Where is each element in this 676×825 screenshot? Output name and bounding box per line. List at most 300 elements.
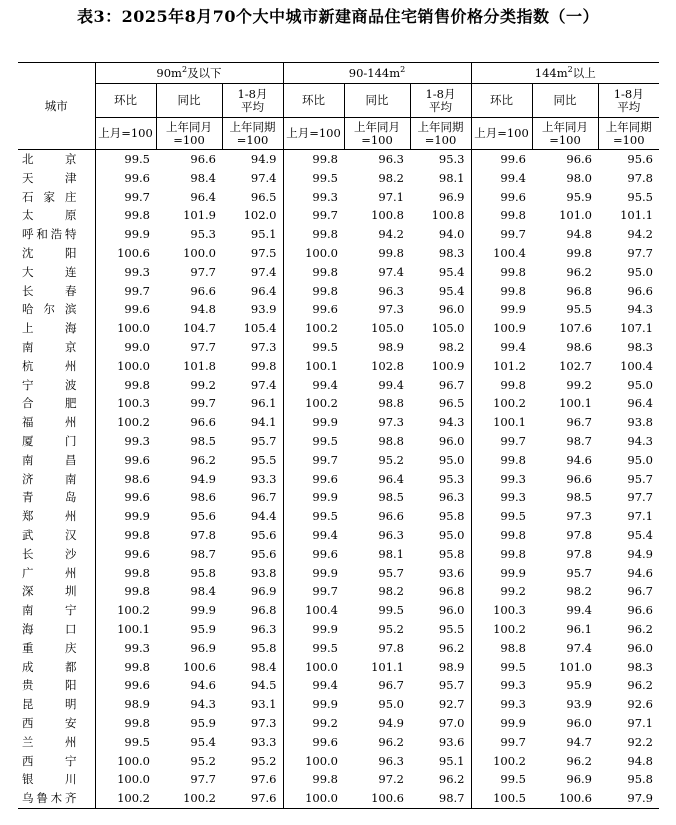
index-value: 99.5 <box>283 639 344 658</box>
index-value: 94.3 <box>627 302 653 317</box>
base-header-avg: 上年同期 =100 <box>222 118 283 150</box>
index-value: 97.7 <box>627 490 653 505</box>
index-value: 96.5 <box>438 396 465 411</box>
index-value: 100.9 <box>471 319 532 338</box>
index-value: 99.3 <box>95 432 156 451</box>
index-value: 95.3 <box>438 152 465 166</box>
index-value: 101.9 <box>183 208 216 223</box>
index-value: 99.8 <box>95 714 156 733</box>
index-value: 97.8 <box>627 170 653 185</box>
table-row <box>18 169 659 188</box>
table-row <box>18 770 659 789</box>
index-value: 99.0 <box>95 338 156 357</box>
index-value: 98.4 <box>190 170 216 185</box>
index-value: 99.8 <box>250 358 277 373</box>
index-value: 96.2 <box>190 452 216 467</box>
index-value: 99.9 <box>283 488 344 507</box>
index-value: 99.9 <box>95 225 156 244</box>
table-row <box>18 564 659 583</box>
table-row <box>18 338 659 357</box>
index-value: 93.3 <box>250 471 277 486</box>
index-value: 97.8 <box>378 640 404 655</box>
index-value: 95.4 <box>438 264 465 279</box>
index-value: 99.8 <box>95 658 156 677</box>
index-value: 98.5 <box>378 490 404 505</box>
index-value: 96.6 <box>566 471 592 486</box>
index-value: 95.1 <box>250 227 277 242</box>
index-value: 95.0 <box>438 452 465 467</box>
group-header-90-144: $90-144m^2$ <box>283 63 471 84</box>
index-value: 95.2 <box>250 753 277 768</box>
index-value: 95.2 <box>378 621 404 636</box>
index-value: 95.5 <box>566 302 592 317</box>
index-value: 99.4 <box>283 376 344 395</box>
index-value: 96.6 <box>190 415 216 430</box>
index-value: 95.4 <box>627 527 653 542</box>
index-value: 95.0 <box>378 697 404 712</box>
index-value: 105.0 <box>431 321 465 336</box>
index-value: 94.9 <box>190 471 216 486</box>
index-value: 99.4 <box>566 603 592 618</box>
index-value: 96.1 <box>250 396 277 411</box>
index-value: 99.9 <box>283 620 344 639</box>
index-value: 95.1 <box>438 753 465 768</box>
metric-header-hb: 环比 <box>283 84 344 118</box>
index-value: 98.2 <box>378 170 404 185</box>
index-value: 96.9 <box>438 189 465 204</box>
index-value: 95.4 <box>190 734 216 749</box>
index-value: 92.2 <box>627 734 653 749</box>
index-value: 99.7 <box>283 582 344 601</box>
index-value: 105.0 <box>371 321 404 336</box>
index-value: 95.3 <box>438 471 465 486</box>
index-value: 95.7 <box>438 678 465 693</box>
index-value: 94.3 <box>627 433 653 448</box>
index-value: 97.3 <box>250 715 277 730</box>
index-value: 99.9 <box>471 564 532 583</box>
city-column-header: 城市 <box>18 63 95 150</box>
index-value: 99.7 <box>283 451 344 470</box>
index-value: 99.8 <box>566 245 592 260</box>
index-value: 94.8 <box>566 227 592 242</box>
index-value: 96.3 <box>250 621 277 636</box>
index-value: 94.9 <box>627 546 653 561</box>
index-value: 100.4 <box>471 244 532 263</box>
city-name: 大连 <box>22 264 77 279</box>
index-value: 96.4 <box>378 471 404 486</box>
index-value: 99.5 <box>283 432 344 451</box>
metric-header-hb: 环比 <box>471 84 532 118</box>
index-value: 98.2 <box>438 339 465 354</box>
metric-header-tb: 同比 <box>532 84 598 118</box>
index-value: 98.3 <box>627 339 653 354</box>
index-value: 99.3 <box>471 488 532 507</box>
table-row <box>18 282 659 301</box>
index-value: 99.8 <box>471 526 532 545</box>
index-value: 99.9 <box>283 564 344 583</box>
index-value: 99.2 <box>283 714 344 733</box>
city-name: 海口 <box>22 621 77 636</box>
table-row <box>18 470 659 489</box>
index-value: 99.8 <box>471 263 532 282</box>
table-row <box>18 206 659 225</box>
index-value: 99.3 <box>471 470 532 489</box>
base-header-hb: 上月=100 <box>471 118 532 150</box>
index-value: 96.4 <box>250 283 277 298</box>
city-name: 西安 <box>22 715 77 730</box>
index-value: 100.2 <box>471 620 532 639</box>
metric-header-avg: 1-8月 平均 <box>410 84 471 118</box>
index-value: 96.2 <box>378 734 404 749</box>
index-value: 99.9 <box>95 507 156 526</box>
index-value: 96.8 <box>438 584 465 599</box>
city-name: 长沙 <box>22 546 77 561</box>
index-value: 95.0 <box>627 452 653 467</box>
index-value: 98.9 <box>378 339 404 354</box>
index-value: 95.8 <box>438 546 465 561</box>
index-value: 99.3 <box>95 639 156 658</box>
table-row <box>18 639 659 658</box>
index-value: 98.8 <box>378 433 404 448</box>
index-value: 96.0 <box>438 302 465 317</box>
index-value: 99.8 <box>471 545 532 564</box>
metric-header-tb: 同比 <box>156 84 222 118</box>
city-name: 兰州 <box>22 734 77 749</box>
index-value: 97.8 <box>566 527 592 542</box>
index-value: 96.0 <box>438 603 465 618</box>
index-value: 107.6 <box>559 321 592 336</box>
index-value: 99.8 <box>471 206 532 225</box>
index-value: 94.1 <box>250 415 277 430</box>
index-value: 100.4 <box>620 358 653 373</box>
index-value: 100.6 <box>183 659 216 674</box>
index-value: 96.6 <box>566 152 592 166</box>
index-value: 95.4 <box>438 283 465 298</box>
index-value: 100.8 <box>371 208 404 223</box>
index-value: 96.3 <box>378 527 404 542</box>
index-value: 96.8 <box>250 603 277 618</box>
index-value: 98.1 <box>438 170 465 185</box>
index-value: 99.6 <box>95 545 156 564</box>
index-value: 96.3 <box>378 152 404 166</box>
index-value: 99.7 <box>471 733 532 752</box>
index-value: 100.0 <box>95 357 156 376</box>
index-value: 100.1 <box>559 396 592 411</box>
city-name: 青岛 <box>22 490 77 505</box>
index-value: 96.5 <box>250 189 277 204</box>
city-name: 西宁 <box>22 753 77 768</box>
index-value: 96.2 <box>627 621 653 636</box>
index-value: 98.4 <box>250 659 277 674</box>
index-value: 99.8 <box>95 206 156 225</box>
index-value: 92.7 <box>438 697 465 712</box>
index-value: 93.9 <box>250 302 277 317</box>
index-value: 94.6 <box>627 565 653 580</box>
index-value: 94.6 <box>566 452 592 467</box>
index-value: 95.5 <box>627 189 653 204</box>
index-value: 97.2 <box>378 772 404 787</box>
index-value: 98.0 <box>566 170 592 185</box>
index-value: 97.3 <box>378 415 404 430</box>
city-name: 厦门 <box>22 433 77 448</box>
index-value: 99.9 <box>190 603 216 618</box>
index-value: 98.5 <box>566 490 592 505</box>
index-value: 100.0 <box>283 658 344 677</box>
index-value: 99.2 <box>566 377 592 392</box>
table-row <box>18 601 659 620</box>
city-name: 郑州 <box>22 509 77 524</box>
index-value: 96.3 <box>438 490 465 505</box>
index-value: 99.9 <box>283 413 344 432</box>
index-value: 99.2 <box>471 582 532 601</box>
index-value: 99.8 <box>283 770 344 789</box>
index-value: 100.2 <box>156 789 222 808</box>
index-value: 99.6 <box>471 188 532 207</box>
index-value: 95.6 <box>250 546 277 561</box>
index-value: 97.4 <box>250 377 277 392</box>
index-value: 95.0 <box>627 264 653 279</box>
table-row <box>18 714 659 733</box>
index-value: 99.5 <box>95 150 156 169</box>
table-row <box>18 150 659 169</box>
index-value: 98.9 <box>95 695 156 714</box>
index-value: 101.0 <box>559 659 592 674</box>
city-name: 昆明 <box>22 697 77 712</box>
index-value: 99.8 <box>471 451 532 470</box>
index-value: 97.4 <box>250 170 277 185</box>
index-value: 99.8 <box>283 282 344 301</box>
index-value: 99.9 <box>283 695 344 714</box>
city-name: 宁波 <box>22 377 77 392</box>
index-value: 97.7 <box>627 245 653 260</box>
index-value: 98.9 <box>438 659 465 674</box>
index-value: 94.2 <box>627 227 653 242</box>
index-value: 101.0 <box>559 208 592 223</box>
index-value: 99.3 <box>471 676 532 695</box>
index-value: 96.6 <box>627 283 653 298</box>
index-value: 96.1 <box>566 621 592 636</box>
index-value: 101.8 <box>183 358 216 373</box>
table-row <box>18 451 659 470</box>
table-row <box>18 658 659 677</box>
index-value: 97.4 <box>566 640 592 655</box>
index-value: 96.0 <box>566 715 592 730</box>
group-header-90-below: $90m^2$及以下 <box>95 63 283 84</box>
index-value: 97.6 <box>250 772 277 787</box>
index-value: 96.6 <box>190 152 216 166</box>
index-value: 100.0 <box>95 319 156 338</box>
index-value: 95.5 <box>250 452 277 467</box>
index-value: 101.2 <box>471 357 532 376</box>
index-value: 97.8 <box>566 546 592 561</box>
table-row <box>18 695 659 714</box>
city-name: 成都 <box>22 659 77 674</box>
index-value: 95.9 <box>190 715 216 730</box>
city-name: 呼和浩特 <box>22 227 77 242</box>
index-value: 96.0 <box>438 433 465 448</box>
city-name: 广州 <box>22 565 77 580</box>
index-value: 100.8 <box>431 208 465 223</box>
index-value: 95.7 <box>378 565 404 580</box>
index-value: 99.8 <box>283 225 344 244</box>
index-value: 99.8 <box>471 376 532 395</box>
index-value: 99.7 <box>190 396 216 411</box>
index-value: 98.3 <box>438 245 465 260</box>
index-value: 100.0 <box>95 770 156 789</box>
index-value: 100.2 <box>95 601 156 620</box>
index-value: 98.2 <box>566 584 592 599</box>
city-name: 银川 <box>22 772 77 787</box>
index-value: 100.4 <box>283 601 344 620</box>
table-row <box>18 188 659 207</box>
base-header-tb: 上年同月 =100 <box>344 118 410 150</box>
index-value: 93.8 <box>250 565 277 580</box>
index-value: 99.6 <box>471 150 532 169</box>
index-value: 100.0 <box>95 752 156 771</box>
index-value: 99.6 <box>95 300 156 319</box>
index-value: 101.1 <box>371 659 404 674</box>
index-value: 97.0 <box>438 715 465 730</box>
city-name: 福州 <box>22 415 77 430</box>
index-value: 100.0 <box>283 244 344 263</box>
index-value: 94.4 <box>250 509 277 524</box>
metric-header-avg: 1-8月 平均 <box>598 84 659 118</box>
index-value: 97.1 <box>627 715 653 730</box>
index-value: 93.6 <box>438 565 465 580</box>
city-name: 哈尔滨 <box>22 302 77 317</box>
table-row <box>18 300 659 319</box>
index-value: 99.3 <box>283 188 344 207</box>
index-value: 100.2 <box>471 394 532 413</box>
city-name: 重庆 <box>22 640 77 655</box>
index-value: 98.6 <box>566 339 592 354</box>
index-value: 95.8 <box>438 509 465 524</box>
index-value: 99.9 <box>471 714 532 733</box>
index-value: 100.2 <box>283 319 344 338</box>
index-value: 93.6 <box>438 734 465 749</box>
index-value: 97.6 <box>222 789 283 808</box>
index-value: 96.6 <box>378 509 404 524</box>
city-name: 杭州 <box>22 358 77 373</box>
index-value: 98.2 <box>378 584 404 599</box>
index-value: 96.6 <box>627 603 653 618</box>
index-value: 95.8 <box>627 772 653 787</box>
index-value: 94.8 <box>190 302 216 317</box>
index-value: 95.3 <box>190 227 216 242</box>
index-value: 100.2 <box>283 394 344 413</box>
index-value: 100.1 <box>95 620 156 639</box>
index-value: 99.4 <box>471 338 532 357</box>
index-value: 99.9 <box>471 300 532 319</box>
index-value: 96.4 <box>627 396 653 411</box>
index-value: 95.8 <box>190 565 216 580</box>
table-row <box>18 319 659 338</box>
index-value: 97.7 <box>190 339 216 354</box>
index-value: 100.1 <box>471 413 532 432</box>
index-value: 98.1 <box>378 546 404 561</box>
index-value: 100.3 <box>471 601 532 620</box>
city-name: 太原 <box>22 208 77 223</box>
index-value: 95.0 <box>627 377 653 392</box>
index-value: 99.3 <box>471 695 532 714</box>
index-value: 102.7 <box>559 358 592 373</box>
index-value: 96.9 <box>250 584 277 599</box>
table-title: 表3：2025年8月70个大中城市新建商品住宅销售价格分类指数（一） <box>76 7 600 26</box>
index-value: 98.5 <box>190 433 216 448</box>
table-row <box>18 263 659 282</box>
index-value: 99.6 <box>283 733 344 752</box>
index-value: 102.8 <box>371 358 404 373</box>
index-value: 96.7 <box>627 584 653 599</box>
index-value: 96.2 <box>438 640 465 655</box>
index-value: 97.4 <box>378 264 404 279</box>
index-value: 95.7 <box>627 471 653 486</box>
index-value: 98.6 <box>190 490 216 505</box>
city-name: 贵阳 <box>22 678 77 693</box>
table-row <box>18 789 659 808</box>
table-row <box>18 733 659 752</box>
table-row <box>18 413 659 432</box>
index-value: 100.0 <box>283 789 344 808</box>
index-value: 96.7 <box>566 415 592 430</box>
table-row <box>18 526 659 545</box>
index-value: 93.3 <box>250 734 277 749</box>
index-value: 94.7 <box>566 734 592 749</box>
index-value: 93.9 <box>566 697 592 712</box>
index-value: 99.5 <box>283 507 344 526</box>
index-value: 102.0 <box>243 208 277 223</box>
table-row <box>18 582 659 601</box>
index-value: 95.2 <box>190 753 216 768</box>
table-body <box>18 150 659 809</box>
index-value: 97.5 <box>250 245 277 260</box>
index-value: 93.1 <box>250 697 277 712</box>
index-value: 100.6 <box>344 789 410 808</box>
base-header-tb: 上年同月 =100 <box>156 118 222 150</box>
index-value: 99.7 <box>471 225 532 244</box>
index-value: 94.0 <box>438 227 465 242</box>
index-value: 100.6 <box>532 789 598 808</box>
city-name: 北京 <box>22 152 77 166</box>
city-name: 南宁 <box>22 603 77 618</box>
index-value: 96.7 <box>378 678 404 693</box>
index-value: 98.4 <box>190 584 216 599</box>
index-value: 95.5 <box>438 621 465 636</box>
index-value: 95.8 <box>250 640 277 655</box>
group-header-144-above: $144m^2$以上 <box>471 63 659 84</box>
index-value: 98.6 <box>95 470 156 489</box>
table-row <box>18 488 659 507</box>
table-row <box>18 545 659 564</box>
index-value: 97.9 <box>598 789 659 808</box>
index-value: 99.6 <box>283 470 344 489</box>
index-value: 100.9 <box>431 358 465 373</box>
index-value: 95.7 <box>250 433 277 448</box>
index-value: 94.9 <box>250 152 277 166</box>
table-row <box>18 432 659 451</box>
index-value: 99.4 <box>283 676 344 695</box>
city-name: 乌鲁木齐 <box>18 789 95 808</box>
index-value: 99.8 <box>471 282 532 301</box>
index-value: 97.3 <box>378 302 404 317</box>
index-value: 96.9 <box>566 772 592 787</box>
index-value: 99.2 <box>190 377 216 392</box>
table-row <box>18 676 659 695</box>
index-value: 93.8 <box>627 415 653 430</box>
index-value: 100.5 <box>471 789 532 808</box>
table-row <box>18 507 659 526</box>
index-value: 92.6 <box>627 697 653 712</box>
